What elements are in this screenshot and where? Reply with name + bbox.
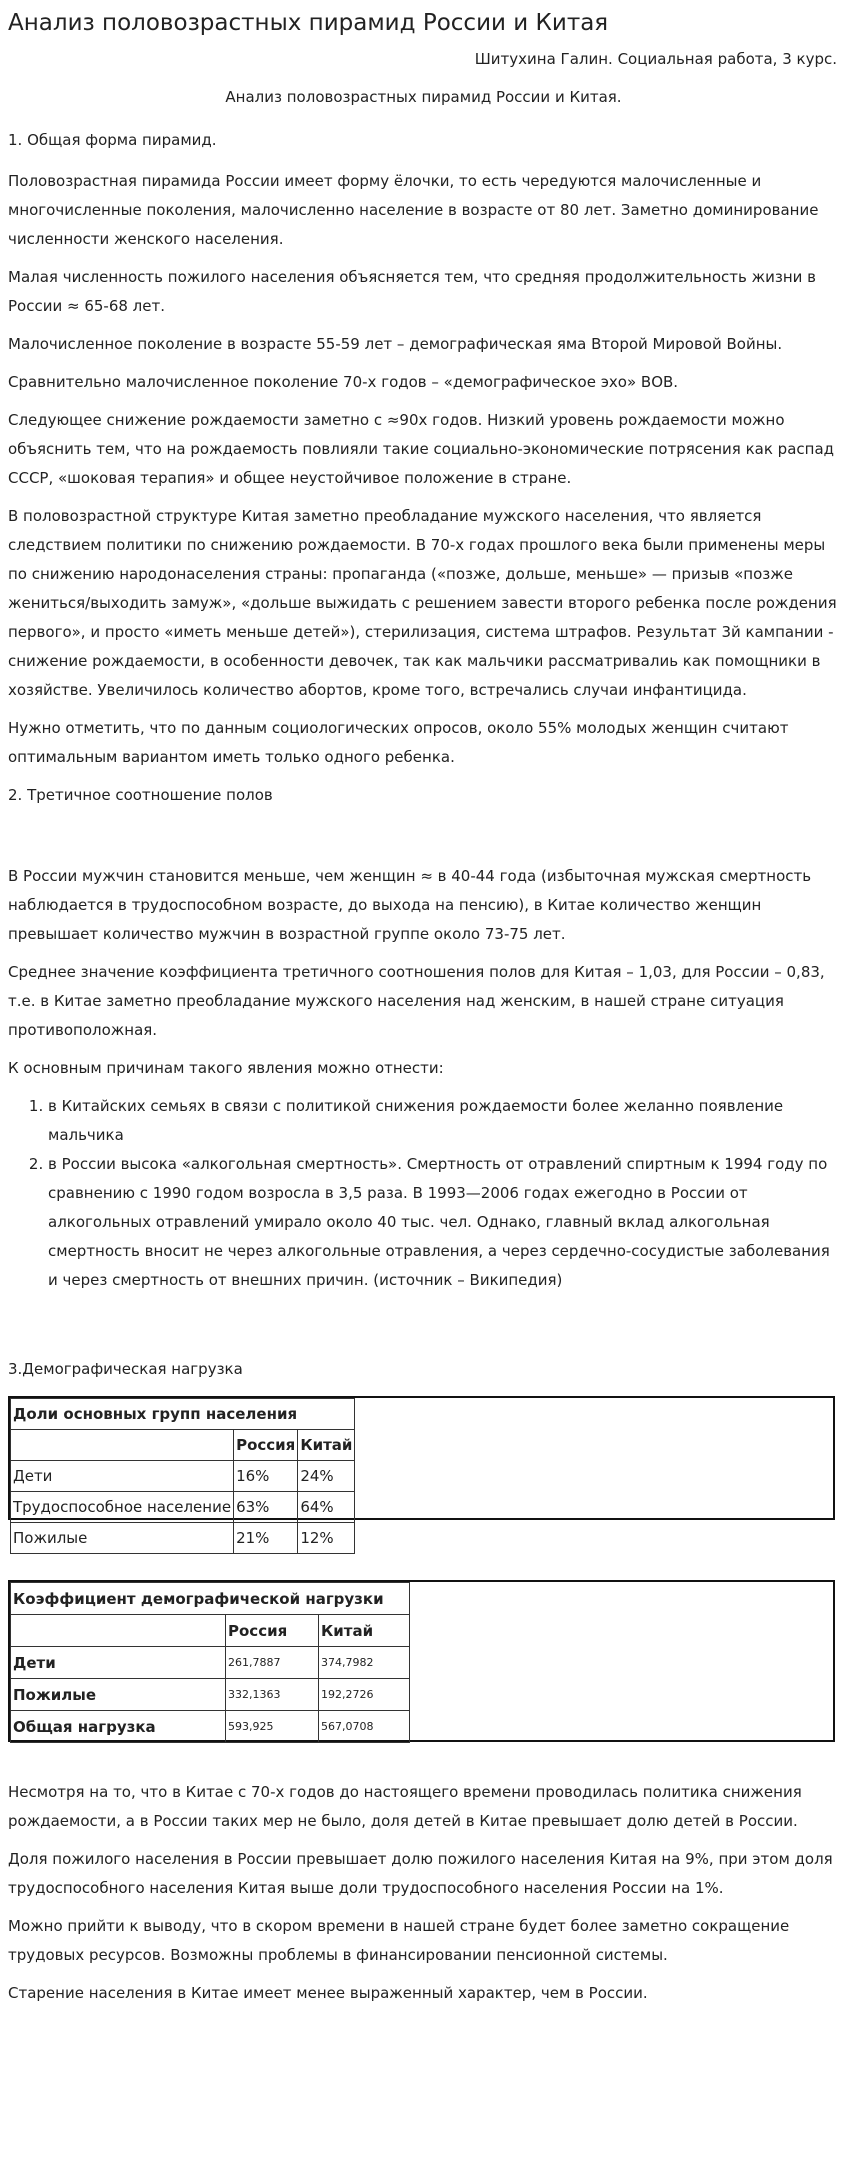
paragraph: Среднее значение коэффициента третичного соотношения полов для Китая – 1,03, для России – 0,83, т.е. в Китае заметно преобладание мужского населения над женским, в нашей стране ситуация противоположная. <box>8 963 825 1039</box>
cell-china: 192,2726 <box>319 1679 410 1711</box>
paragraph: Малочисленное поколение в возрасте 55-59 лет – демографическая яма Второй Мировой Войны. <box>8 335 783 353</box>
list-item: 2. в России высока «алкогольная смертность». Смертность от отравлений спиртным к 1994 году по сравнению с 1990 годом возросла в 3,5 раза. В 1993—2006 годах ежегодно в России от алкогольных отравлений умирало около 40 тыс. чел. Однако, главный вклад алкогольная смертность вносит не через алкогольные отравления, а через сердечно-сосудистые заболевания и через смертность от внешних причин. (источник – Википедия) <box>48 1150 839 1295</box>
paragraph: Половозрастная пирамида России имеет форму ёлочки, то есть чередуются малочисленные и многочисленные поколения, малочисленно население в возрасте от 80 лет. Заметно доминирование численности женского населения. <box>8 172 819 248</box>
column-header-china: Китай <box>319 1615 410 1647</box>
population-shares-table-frame <box>8 1396 835 1547</box>
cell-russia: 63% <box>234 1492 298 1523</box>
paragraph: Малая численность пожилого населения объясняется тем, что средняя продолжительность жизни в России ≈ 65-68 лет. <box>8 268 817 315</box>
cell-russia: 261,7887 <box>226 1647 319 1679</box>
paragraph: Можно прийти к выводу, что в скором времени в нашей стране будет более заметно сокращение трудовых ресурсов. Возможны проблемы в финансировании пенсионной системы. <box>8 1917 790 1964</box>
paragraph: В России мужчин становится меньше, чем женщин ≈ в 40-44 года (избыточная мужская смертность наблюдается в трудоспособном возрасте, до выхода на пенсию), в Китае количество женщин превышает количество мужчин в возрастной группе около 73-75 лет. <box>8 867 812 943</box>
column-header-russia: Россия <box>234 1430 298 1461</box>
cell-china: 567,0708 <box>319 1711 410 1743</box>
cell-china: 12% <box>298 1523 355 1554</box>
row-label: Пожилые <box>11 1679 226 1711</box>
cell-china: 24% <box>298 1461 355 1492</box>
row-label: Общая нагрузка <box>11 1711 226 1743</box>
table-title: Коэффициент демографической нагрузки <box>11 1583 410 1615</box>
list-item: 1. в Китайских семьях в связи с политикой снижения рождаемости более желанно появление мальчика <box>48 1092 839 1150</box>
table-row <box>11 1523 355 1554</box>
paragraph: Доля пожилого населения в России превышает долю пожилого населения Китая на 9%, при этом доля трудоспособного населения Китая выше доли трудоспособного населения России на 1%. <box>8 1850 833 1897</box>
row-label: Дети <box>11 1461 234 1492</box>
table-row <box>11 1679 410 1711</box>
paragraph: В половозрастной структуре Китая заметно преобладание мужского населения, что является следствием политики по снижению рождаемости. В 70-х годах прошлого века были применены меры по снижению народонаселения страны: пропаганда («позже, дольше, меньше» — призыв «позже жениться/выходить замуж», «дольше выжидать с решением завести второго ребенка после рождения первого», и просто «иметь меньше детей»), стерилизация, система штрафов. Результат 3й кампании - снижение рождаемости, в особенности девочек, так как мальчики рассматривалиь как помощники в хозяйстве. Увеличилось количество абортов, кроме того, встречались случаи инфантицида. <box>8 507 837 699</box>
section3-heading: 3.Демографическая нагрузка <box>8 1360 243 1378</box>
reasons-list <box>8 1092 839 1295</box>
population-shares-table <box>10 1398 355 1554</box>
row-label: Трудоспособное население <box>11 1492 234 1523</box>
table-row <box>11 1647 410 1679</box>
cell-russia: 593,925 <box>226 1711 319 1743</box>
table-row <box>11 1492 355 1523</box>
dependency-ratio-table-frame <box>8 1580 835 1742</box>
paragraph: Нужно отметить, что по данным социологических опросов, около 55% молодых женщин считают оптимальным вариантом иметь только одного ребенка. <box>8 719 789 766</box>
column-header-china: Китай <box>298 1430 355 1461</box>
row-label: Дети <box>11 1647 226 1679</box>
section1-heading: 1. Общая форма пирамид. <box>8 131 217 149</box>
paragraph: Старение населения в Китае имеет менее выраженный характер, чем в России. <box>8 1984 648 2002</box>
table-title: Доли основных групп населения <box>11 1399 355 1430</box>
paragraph: Сравнительно малочисленное поколение 70-х годов – «демографическое эхо» ВОВ. <box>8 373 679 391</box>
cell-russia: 21% <box>234 1523 298 1554</box>
cell-russia: 16% <box>234 1461 298 1492</box>
dependency-ratio-table <box>10 1582 410 1743</box>
cell-russia: 332,1363 <box>226 1679 319 1711</box>
cell-china: 374,7982 <box>319 1647 410 1679</box>
table-empty-cell <box>11 1615 226 1647</box>
table-row <box>11 1711 410 1743</box>
table-empty-cell <box>11 1430 234 1461</box>
page-title: Анализ половозрастных пирамид России и Китая <box>8 10 609 36</box>
section2-heading: 2. Третичное соотношение полов <box>8 786 273 804</box>
table-row <box>11 1461 355 1492</box>
cell-china: 64% <box>298 1492 355 1523</box>
document-subtitle: Анализ половозрастных пирамид России и Китая. <box>225 88 622 106</box>
paragraph: Следующее снижение рождаемости заметно с ≈90х годов. Низкий уровень рождаемости можно объяснить тем, что на рождаемость повлияли такие социально-экономические потрясения как распад СССР, «шоковая терапия» и общее неустойчивое положение в стране. <box>8 411 835 487</box>
paragraph: Несмотря на то, что в Китае с 70-х годов до настоящего времени проводилась политика снижения рождаемости, а в России таких мер не было, доля детей в Китае превышает долю детей в России. <box>8 1783 802 1830</box>
column-header-russia: Россия <box>226 1615 319 1647</box>
author-line: Шитухина Галин. Социальная работа, 3 курс. <box>474 50 837 68</box>
paragraph: К основным причинам такого явления можно отнести: <box>8 1059 444 1077</box>
row-label: Пожилые <box>11 1523 234 1554</box>
